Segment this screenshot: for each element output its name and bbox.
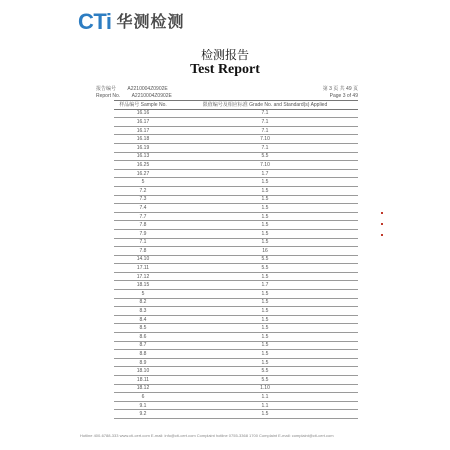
cell-sample-no: 16.17 [114, 118, 172, 127]
cell-grade: 5.5 [172, 376, 358, 385]
page-number-en: Page 3 of 49 [329, 93, 358, 99]
cell-sample-no: 9.1 [114, 401, 172, 410]
table-row [114, 135, 358, 144]
cell-sample-no: 17.11 [114, 264, 172, 273]
cell-grade: 5.5 [172, 152, 358, 161]
cell-grade: 1.5 [172, 341, 358, 350]
cell-sample-no: 9.2 [114, 410, 172, 419]
cell-grade: 1.5 [172, 221, 358, 230]
cell-sample-no: 18.15 [114, 281, 172, 290]
table-row [114, 126, 358, 135]
cell-sample-no: 18.10 [114, 367, 172, 376]
cell-grade: 5.5 [172, 264, 358, 273]
table-row [114, 264, 358, 273]
cell-grade: 1.5 [172, 298, 358, 307]
table-row [114, 401, 358, 410]
cell-grade: 5.5 [172, 367, 358, 376]
cell-sample-no: 7.9 [114, 229, 172, 238]
table-row [114, 410, 358, 419]
table-row [114, 324, 358, 333]
cell-grade: 1.1 [172, 393, 358, 402]
table-row [114, 333, 358, 342]
cell-grade: 1.7 [172, 281, 358, 290]
table-row [114, 298, 358, 307]
cell-grade: 1.5 [172, 229, 358, 238]
logo-mark: CTi [78, 9, 112, 34]
cell-grade: 1.5 [172, 238, 358, 247]
table-row [114, 247, 358, 256]
cell-grade: 1.1 [172, 401, 358, 410]
cell-sample-no: 8.7 [114, 341, 172, 350]
cell-sample-no: 8.5 [114, 324, 172, 333]
table-row [114, 307, 358, 316]
sample-grade-table [114, 100, 358, 419]
cell-sample-no: 8.3 [114, 307, 172, 316]
table-header-row [114, 101, 358, 110]
cell-grade: 7.1 [172, 143, 358, 152]
report-number-value: A2210004Z0902E [131, 93, 172, 99]
table-row [114, 204, 358, 213]
cell-grade: 1.5 [172, 324, 358, 333]
table-row [114, 109, 358, 118]
cell-sample-no: 16.16 [114, 109, 172, 118]
cell-sample-no: 7.2 [114, 186, 172, 195]
logo-chinese-name: 华测检测 [116, 12, 185, 31]
results-table [114, 100, 358, 419]
cell-sample-no: 16.27 [114, 169, 172, 178]
page-footer: Hotline 400-6788-333 www.cti-cert.com E-mail: info@cti-cert.com Complaint hotline 0755-3368 1700 Complaint E-mail: complaint@cti-cert.com [80, 433, 334, 438]
table-row [114, 238, 358, 247]
table-row [114, 221, 358, 230]
cell-sample-no: 7.4 [114, 204, 172, 213]
cell-grade: 1.5 [172, 307, 358, 316]
cell-grade: 1.5 [172, 195, 358, 204]
cell-grade: 16 [172, 247, 358, 256]
cell-sample-no: 8.6 [114, 333, 172, 342]
table-row [114, 178, 358, 187]
cell-grade: 1.5 [172, 358, 358, 367]
cell-sample-no: 16.17 [114, 126, 172, 135]
cell-grade: 1.5 [172, 410, 358, 419]
table-row [114, 169, 358, 178]
cell-grade: 7.1 [172, 118, 358, 127]
cell-sample-no: 7.3 [114, 195, 172, 204]
cell-sample-no: 17.12 [114, 272, 172, 281]
cell-grade: 7.1 [172, 126, 358, 135]
table-row [114, 393, 358, 402]
report-number-label: 报告编号 [96, 86, 117, 92]
cell-sample-no: 18.11 [114, 376, 172, 385]
cell-sample-no: 16.25 [114, 161, 172, 170]
cell-grade: 1.10 [172, 384, 358, 393]
cell-sample-no: 7.8 [114, 247, 172, 256]
report-number-cn [96, 86, 172, 93]
cell-sample-no: 7.7 [114, 212, 172, 221]
cell-grade: 1.5 [172, 350, 358, 359]
report-number-label: Report No. [96, 93, 121, 99]
side-margin-marks [381, 212, 384, 245]
cell-grade: 1.5 [172, 204, 358, 213]
margin-mark [381, 223, 383, 225]
table-row [114, 212, 358, 221]
cell-sample-no: 5 [114, 290, 172, 299]
cell-grade: 7.10 [172, 135, 358, 144]
cell-grade: 5.5 [172, 255, 358, 264]
cell-sample-no: 8.4 [114, 315, 172, 324]
report-title-en: Test Report [190, 62, 260, 77]
cell-grade: 1.5 [172, 178, 358, 187]
table-row [114, 367, 358, 376]
cell-grade: 1.5 [172, 212, 358, 221]
cell-sample-no: 16.19 [114, 143, 172, 152]
table-row [114, 290, 358, 299]
cell-sample-no: 14.10 [114, 255, 172, 264]
margin-mark [381, 234, 383, 236]
table-row [114, 152, 358, 161]
table-row [114, 229, 358, 238]
table-row [114, 195, 358, 204]
report-title-cn: 检测报告 [200, 48, 249, 62]
cell-sample-no: 16.13 [114, 152, 172, 161]
table-row [114, 341, 358, 350]
cell-sample-no: 8.2 [114, 298, 172, 307]
cell-grade: 1.5 [172, 186, 358, 195]
table-row [114, 186, 358, 195]
table-row [114, 255, 358, 264]
table-row [114, 161, 358, 170]
table-row [114, 143, 358, 152]
cell-grade: 1.5 [172, 290, 358, 299]
table-row [114, 384, 358, 393]
cell-grade: 1.5 [172, 315, 358, 324]
table-row [114, 272, 358, 281]
table-row [114, 350, 358, 359]
table-row [114, 281, 358, 290]
column-header-grade: 限值编号及相应标准 Grade No. and Standard(s) Applied [172, 101, 358, 110]
cell-sample-no: 7.8 [114, 221, 172, 230]
report-number-block [96, 86, 172, 100]
table-row [114, 376, 358, 385]
report-number-value: A2210004Z0902E [127, 86, 168, 92]
cell-sample-no: 16.18 [114, 135, 172, 144]
cell-grade: 1.5 [172, 333, 358, 342]
cell-grade: 1.7 [172, 169, 358, 178]
page-number-block [323, 86, 358, 100]
column-header-sample-no: 样品编号 Sample No. [114, 101, 172, 110]
cell-sample-no: 5 [114, 178, 172, 187]
company-logo [78, 10, 185, 34]
page-number-cn: 第 3 页 共 49 页 [322, 86, 358, 92]
cell-grade: 1.5 [172, 272, 358, 281]
margin-mark [381, 212, 383, 214]
table-row [114, 315, 358, 324]
cell-sample-no: 8.9 [114, 358, 172, 367]
report-number-en [96, 93, 172, 100]
cell-sample-no: 6 [114, 393, 172, 402]
cell-grade: 7.10 [172, 161, 358, 170]
cell-sample-no: 7.1 [114, 238, 172, 247]
table-row [114, 358, 358, 367]
table-row [114, 118, 358, 127]
cell-sample-no: 8.8 [114, 350, 172, 359]
cell-sample-no: 18.12 [114, 384, 172, 393]
cell-grade: 7.1 [172, 109, 358, 118]
